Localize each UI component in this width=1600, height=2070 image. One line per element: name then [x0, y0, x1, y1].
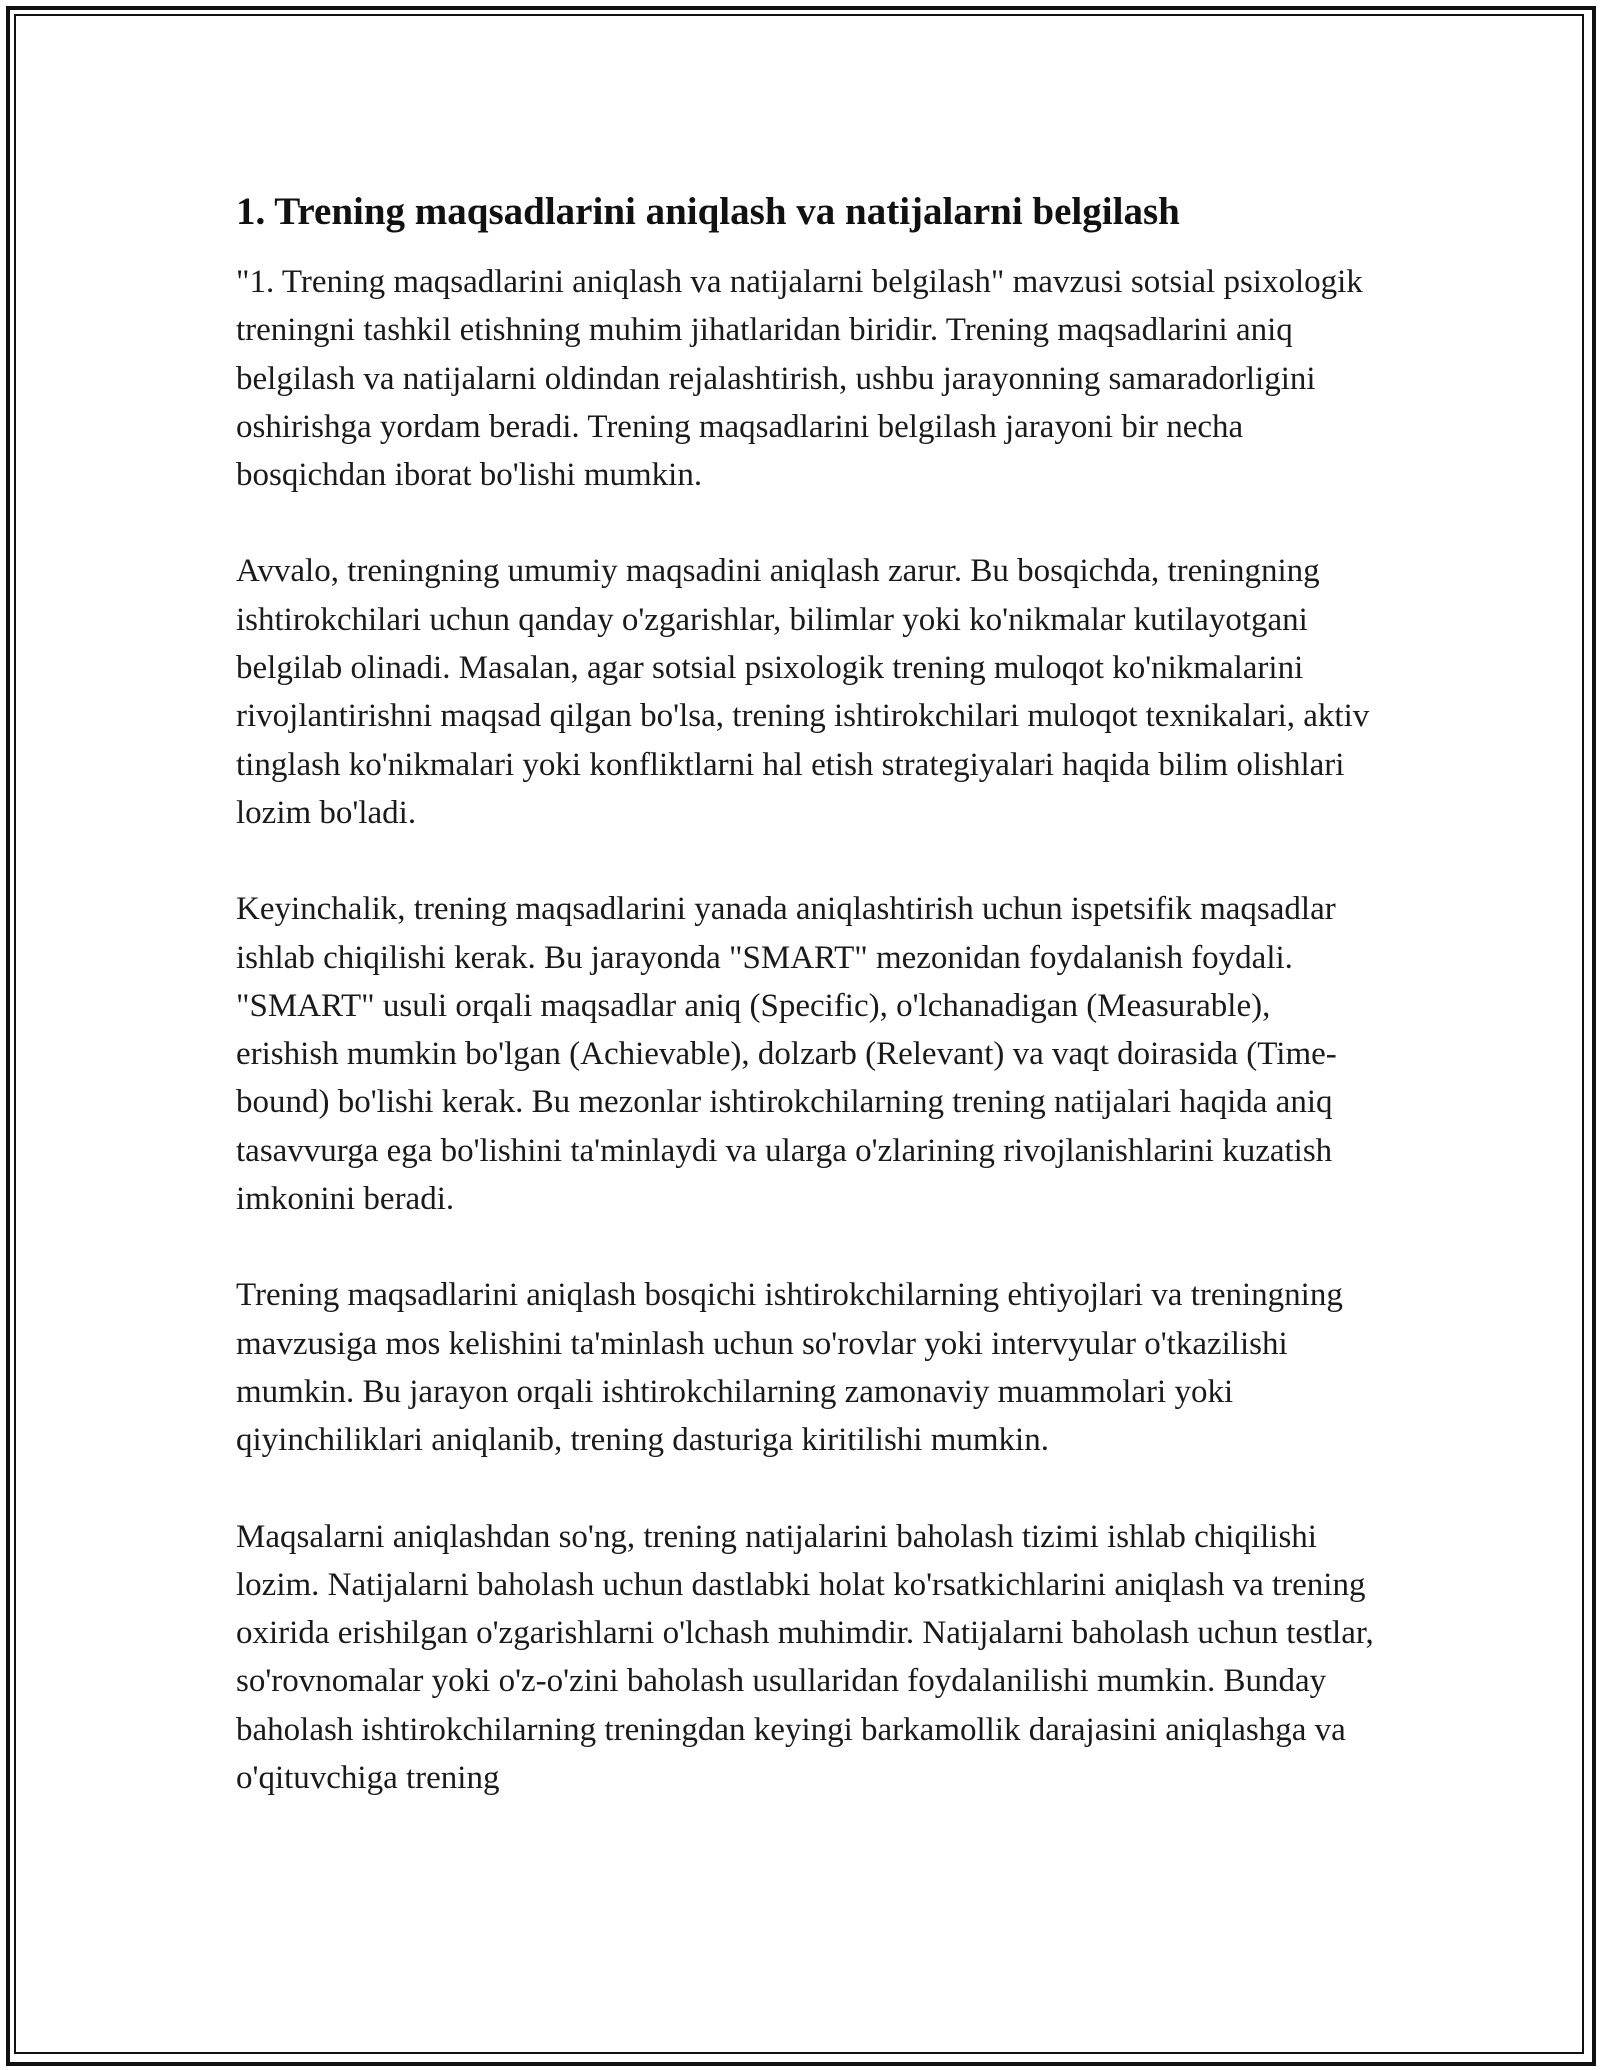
document-body [236, 184, 1376, 1850]
paragraph-needs-assessment: Trening maqsadlarini aniqlash bosqichi ishtirokchilarning ehtiyojlari va treningning mavzusiga mos kelishini ta'minlash uchun so'rovlar yoki intervyular o'tkazilishi mumkin. Bu jarayon orqali ishtirokchilarning zamonaviy muammolari yoki qiyinchiliklari aniqlanib, trening dasturiga kiritilishi mumkin. [236, 1277, 1343, 1459]
paragraph-intro: "1. Trening maqsadlarini aniqlash va natijalarni belgilash" mavzusi sotsial psixologik treningni tashkil etishning muhim jihatlaridan biridir. Trening maqsadlarini aniq belgilash va natijalarni oldindan rejalashtirish, ushbu jarayonning samaradorligini oshirishga yordam beradi. Trening maqsadlarini belgilash jarayoni bir necha bosqichdan iborat bo'lishi mumkin. [236, 264, 1363, 494]
section-heading: 1. Trening maqsadlarini aniqlash va natijalarni belgilash [236, 190, 1180, 233]
paragraph-general-goal: Avvalo, treningning umumiy maqsadini aniqlash zarur. Bu bosqichda, treningning ishtirokchilari uchun qanday o'zgarishlar, bilimlar yoki ko'nikmalar kutilayotgani belgilab olinadi. Masalan, agar sotsial psixologik trening muloqot ko'nikmalarini rivojlantirishni maqsad qilgan bo'lsa, trening ishtirokchilari muloqot texnikalari, aktiv tinglash ko'nikmalari yoki konfliktlarni hal etish strategiyalari haqida bilim olishlari lozim bo'ladi. [236, 553, 1370, 831]
paragraph-smart-goals: Keyinchalik, trening maqsadlarini yanada aniqlashtirish uchun ispetsifik maqsadlar ishlab chiqilishi kerak. Bu jarayonda "SMART" mezonidan foydalanish foydali. "SMART" usuli orqali maqsadlar aniq (Specific), o'lchanadigan (Measurable), erishish mumkin bo'lgan (Achievable), dolzarb (Relevant) va vaqt doirasida (Time-bound) bo'lishi kerak. Bu mezonlar ishtirokchilarning trening natijalari haqida aniq tasavvurga ega bo'lishini ta'minlaydi va ularga o'zlarining rivojlanishlarini kuzatish imkonini beradi. [236, 891, 1337, 1218]
paragraph-evaluation: Maqsalarni aniqlashdan so'ng, trening natijalarini baholash tizimi ishlab chiqilishi lozim. Natijalarni baholash uchun dastlabki holat ko'rsatkichlarini aniqlash va trening oxirida erishilgan o'zgarishlarni o'lchash muhimdir. Natijalarni baholash uchun testlar, so'rovnomalar yoki o'z-o'zini baholash usullaridan foydalanilishi mumkin. Bunday baholash ishtirokchilarning treningdan keyingi barkamollik darajasini aniqlashga va o'qituvchiga trening [236, 1518, 1374, 1797]
